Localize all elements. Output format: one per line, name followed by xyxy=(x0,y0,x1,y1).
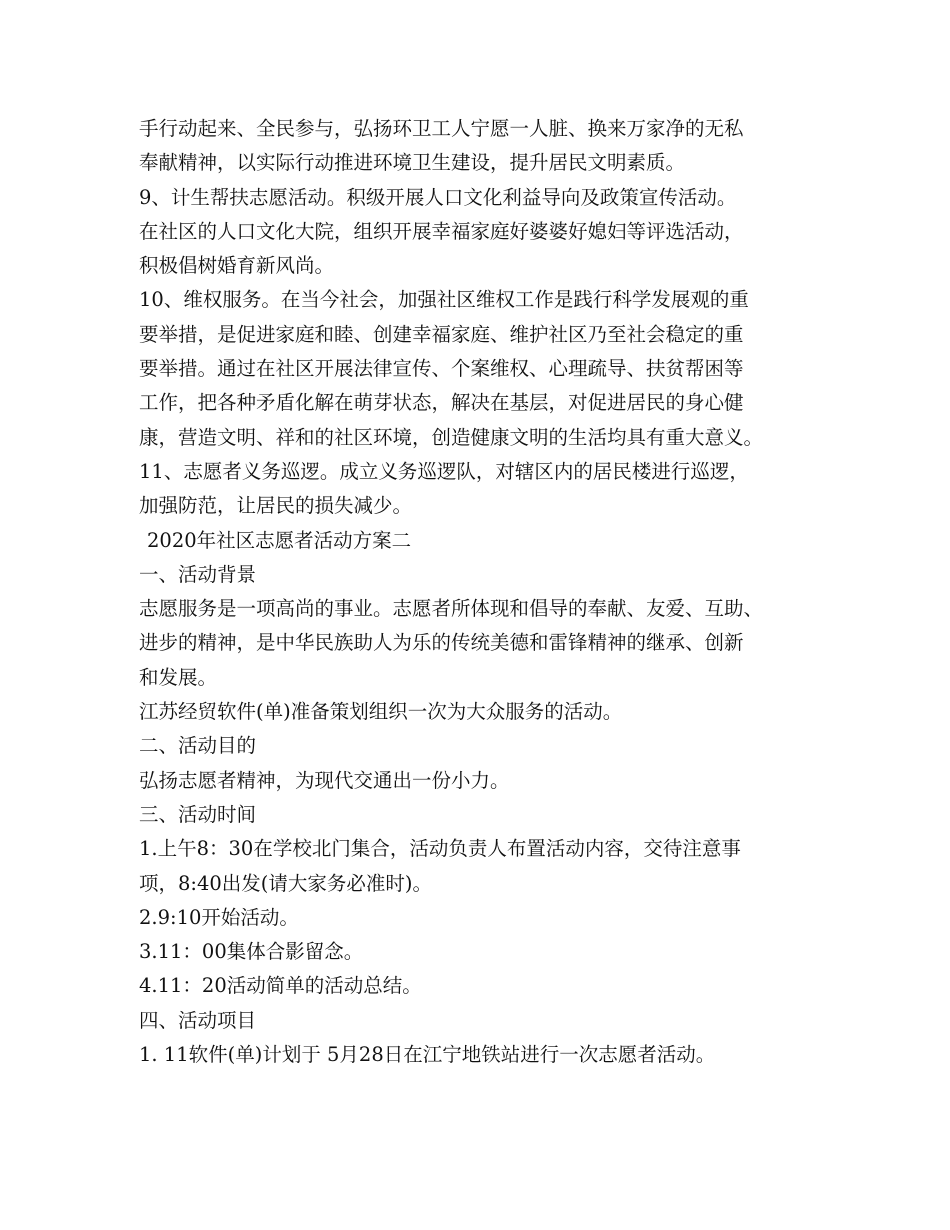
text-line-12: 加强防范，让居民的损失减少。 xyxy=(139,494,413,518)
text-line-2: 奉献精神，以实际行动推进环境卫生建设，提升居民文明素质。 xyxy=(139,151,686,175)
text-line-23: 项，8:40出发(请大家务必准时)。 xyxy=(139,871,433,895)
text-line-22: 1.上午8：30在学校北门集合，活动负责人布置活动内容，交待注意事 xyxy=(139,837,741,861)
text-line-15: 志愿服务是一项高尚的事业。志愿者所体现和倡导的奉献、友爱、互助、 xyxy=(139,597,764,621)
heading-purpose: 二、活动目的 xyxy=(139,734,257,758)
text-line-25: 3.11：00集体合影留念。 xyxy=(139,940,364,964)
text-line-10: 康，营造文明、祥和的社区环境，创造健康文明的生活均具有重大意义。 xyxy=(139,425,764,449)
text-line-20: 弘扬志愿者精神，为现代交通出一份小力。 xyxy=(139,768,510,792)
text-line-3: 9、计生帮扶志愿活动。积级开展人口文化利益导向及政策宣传活动。 xyxy=(139,185,737,209)
text-line-17: 和发展。 xyxy=(139,665,218,689)
document-body xyxy=(139,112,839,1072)
text-line-28: 1. 11软件(单)计划于 5月28日在江宁地铁站进行一次志愿者活动。 xyxy=(139,1043,716,1067)
text-line-11: 11、志愿者义务巡逻。成立义务巡逻队，对辖区内的居民楼进行巡逻， xyxy=(139,459,749,483)
section-title: 2020年社区志愿者活动方案二 xyxy=(147,528,412,552)
text-line-26: 4.11：20活动简单的活动总结。 xyxy=(139,974,422,998)
heading-background: 一、活动背景 xyxy=(139,562,257,586)
text-line-6: 10、维权服务。在当今社会，加强社区维权工作是践行科学发展观的重 xyxy=(139,288,749,312)
text-line-9: 工作，把各种矛盾化解在萌芽状态，解决在基层，对促进居民的身心健 xyxy=(139,391,744,415)
text-line-4: 在社区的人口文化大院，组织开展幸福家庭好婆婆好媳妇等评选活动， xyxy=(139,219,744,243)
text-line-7: 要举措，是促进家庭和睦、创建幸福家庭、维护社区乃至社会稳定的重 xyxy=(139,322,744,346)
text-line-1: 手行动起来、全民参与，弘扬环卫工人宁愿一人脏、换来万家净的无私 xyxy=(139,117,744,140)
text-line-18: 江苏经贸软件(单)准备策划组织一次为大众服务的活动。 xyxy=(139,700,623,724)
heading-time: 三、活动时间 xyxy=(139,802,257,826)
text-line-16: 进步的精神，是中华民族助人为乐的传统美德和雷锋精神的继承、创新 xyxy=(139,631,744,655)
text-line-8: 要举措。通过在社区开展法律宣传、个案维权、心理疏导、扶贫帮困等 xyxy=(139,357,744,381)
text-line-24: 2.9:10开始活动。 xyxy=(139,905,299,929)
heading-items: 四、活动项目 xyxy=(139,1008,257,1032)
text-line-5: 积极倡树婚育新风尚。 xyxy=(139,254,335,278)
